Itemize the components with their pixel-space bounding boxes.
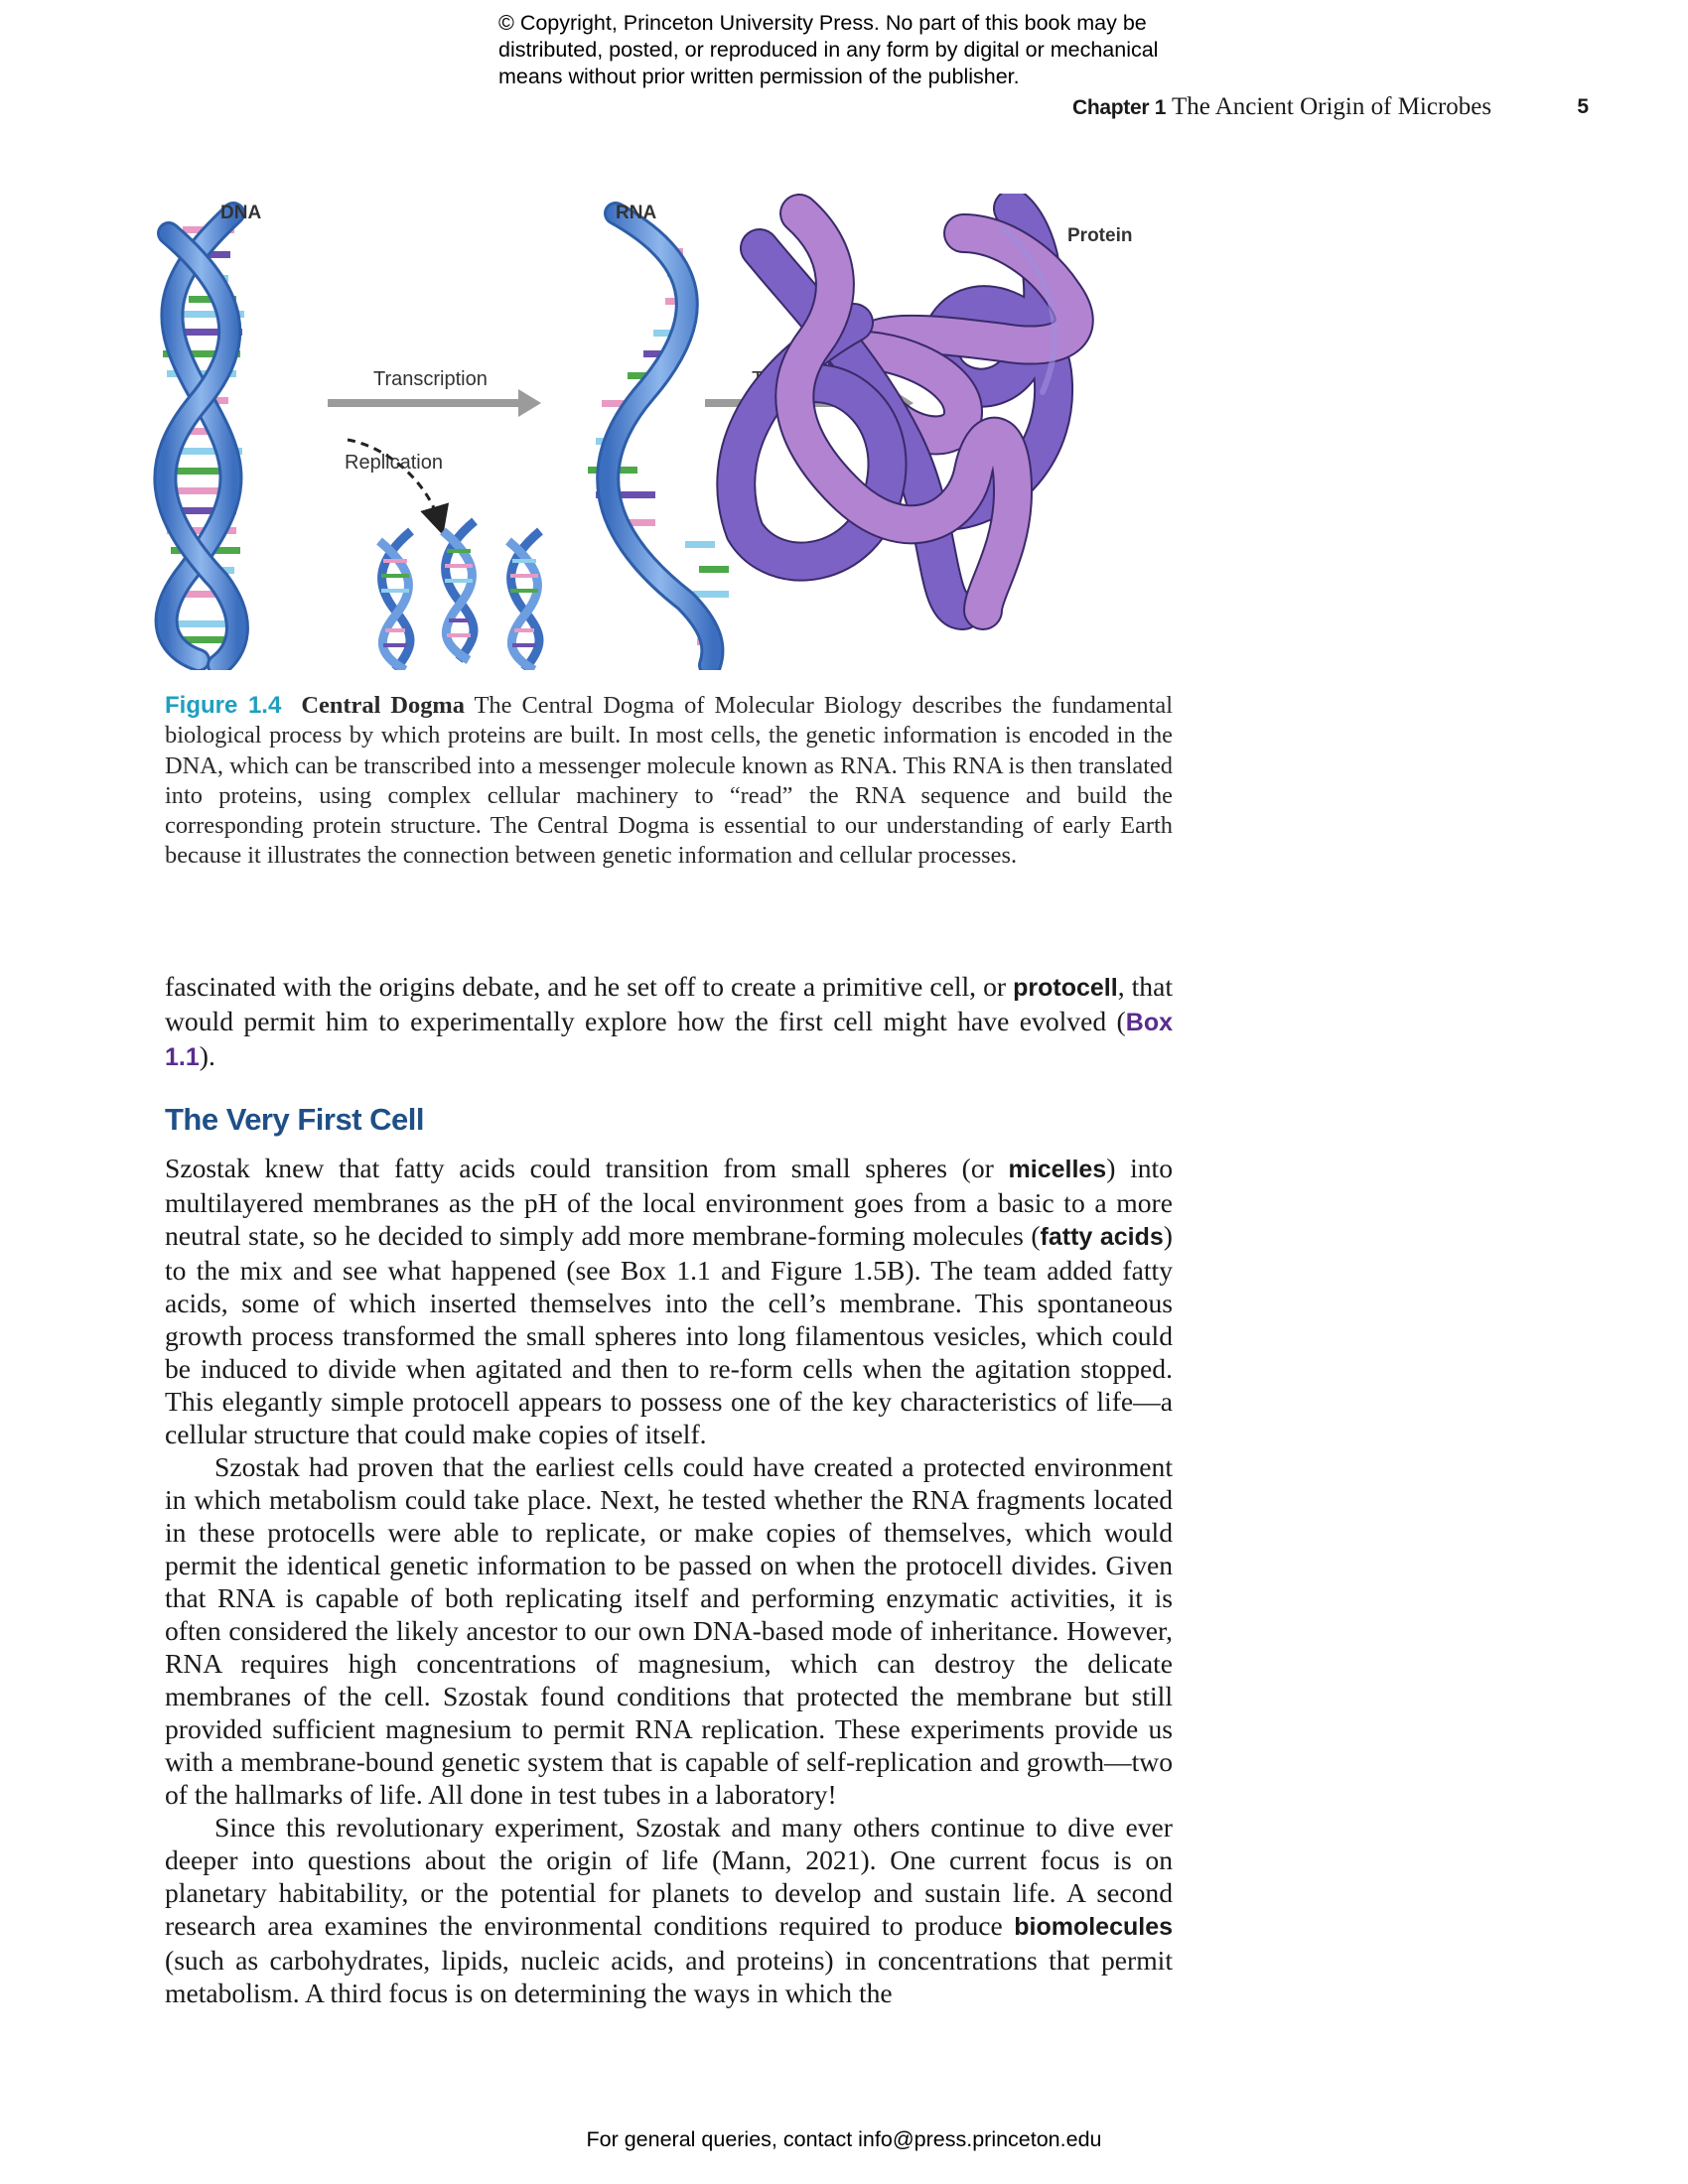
paragraph [165,1811,1173,2009]
chapter-label: Chapter 1 [1072,96,1167,119]
chapter-title: The Ancient Origin of Microbes [1171,93,1492,120]
keyword-micelles: micelles [1008,1156,1107,1183]
translation-label: Translation [752,368,850,390]
protein-structure [736,208,1073,611]
rna-label: RNA [616,203,657,223]
text-run: Szostak knew that fatty acids could transition from small spheres (or [165,1153,1009,1183]
figure-caption [165,691,1173,872]
transcription-arrow [328,389,541,417]
running-header [1072,93,1589,127]
keyword-fatty-acids: fatty acids [1040,1223,1164,1251]
text-run: (such as carbohydrates, lipids, nucleic acids, and proteins) in concentrations that permit metabolism. A third focus is on determining the ways in which the [165,1945,1173,2008]
caption-text: The Central Dogma of Molecular Biology describes the fundamental biological process by which proteins are built. In most cells, the genetic information is encoded in the DNA, which can be transcribed into a messenger molecule known as RNA. This RNA is then translated into proteins, using complex cellular machinery to “read” the RNA sequence and build the corresponding protein structure. The Central Dogma is essential to our understanding of early Earth because it illustrates the connection between genetic information and cellular processes. [165,692,1173,870]
dna-label: DNA [220,203,262,223]
page-number: 5 [1577,95,1589,118]
text-run: fascinated with the origins debate, and he set off to create a primitive cell, or [165,971,1014,1002]
paragraph: Szostak had proven that the earliest cells could have created a protected environment in which metabolism could take place. Next, he tested whether the RNA fragments located in these protocells were able to replicate, or make copies of themselves, which would permit the identical genetic information to be passed on when the protocell divides. Given that RNA is capable of both replicating itself and performing enzymatic activities, it is often considered the likely ancestor to our own DNA-based mode of inheritance. However, RNA requires high concentrations of magnesium, which can destroy the delicate membranes of the cell. Szostak found conditions that protected the membrane but still provided sufficient magnesium to permit RNA replication. These experiments provide us with a membrane-bound genetic system that is capable of self-replication and growth—two of the hallmarks of life. All done in test tubes in a laboratory! [165,1451,1173,1810]
paragraph [165,1152,1173,1450]
rna-strand [588,213,729,665]
text-run: , that would permit him to experimentally explore how the first cell might have evolved ( [165,971,1173,1036]
box-reference-link[interactable]: Box 1.1 [165,1009,1173,1071]
keyword-biomolecules: biomolecules [1014,1913,1173,1941]
dna-helix [159,213,244,665]
section-heading: The Very First Cell [165,1102,424,1137]
replicated-dna-helices [379,521,540,670]
protein-label: Protein [1067,225,1133,246]
text-run: ). [199,1040,215,1071]
copyright-notice [498,10,1253,90]
keyword-protocell: protocell [1013,974,1118,1002]
figure-title: Central Dogma [301,692,465,719]
transcription-label: Transcription [373,368,488,390]
text-run: ) into multilayered membranes as the pH of the local environment goes from a basic to a more neutral state, so he decided to simply add more membrane-forming molecules ( [165,1153,1174,1251]
central-dogma-figure [149,194,1321,670]
footer-contact: For general queries, contact info@press.princeton.edu [586,2127,1102,2151]
text-run: ) to the mix and see what happened (see Box 1.1 and Figure 1.5B). The team added fatty acids, some of which inserted themselves into the cell’s membrane. This spontaneous growth process transformed the small spheres into long filamentous vesicles, which could be induced to divide when agitated and then to re-form cells when the agitation stopped. This elegantly simple protocell appears to possess one of the key characteristics of life—a cellular structure that could make copies of itself. [165,1220,1173,1449]
copyright-line: distributed, posted, or reproduced in any form by digital or mechanical [498,38,1159,62]
copyright-line: © Copyright, Princeton University Press. No part of this book may be [498,11,1147,35]
intro-paragraph [165,970,1173,1074]
copyright-line: means without prior written permission of the publisher. [498,65,1020,88]
replication-label: Replication [345,452,443,474]
text-run: Since this revolutionary experiment, Szostak and many others continue to dive ever deeper into questions about the origin of life (Mann, 2021). One current focus is on planetary habitability, or the potential for planets to develop and sustain life. A second research area examines the environmental conditions required to produce [165,1812,1173,1941]
section-body [165,1152,1173,2009]
figure-number: Figure 1.4 [165,692,282,719]
